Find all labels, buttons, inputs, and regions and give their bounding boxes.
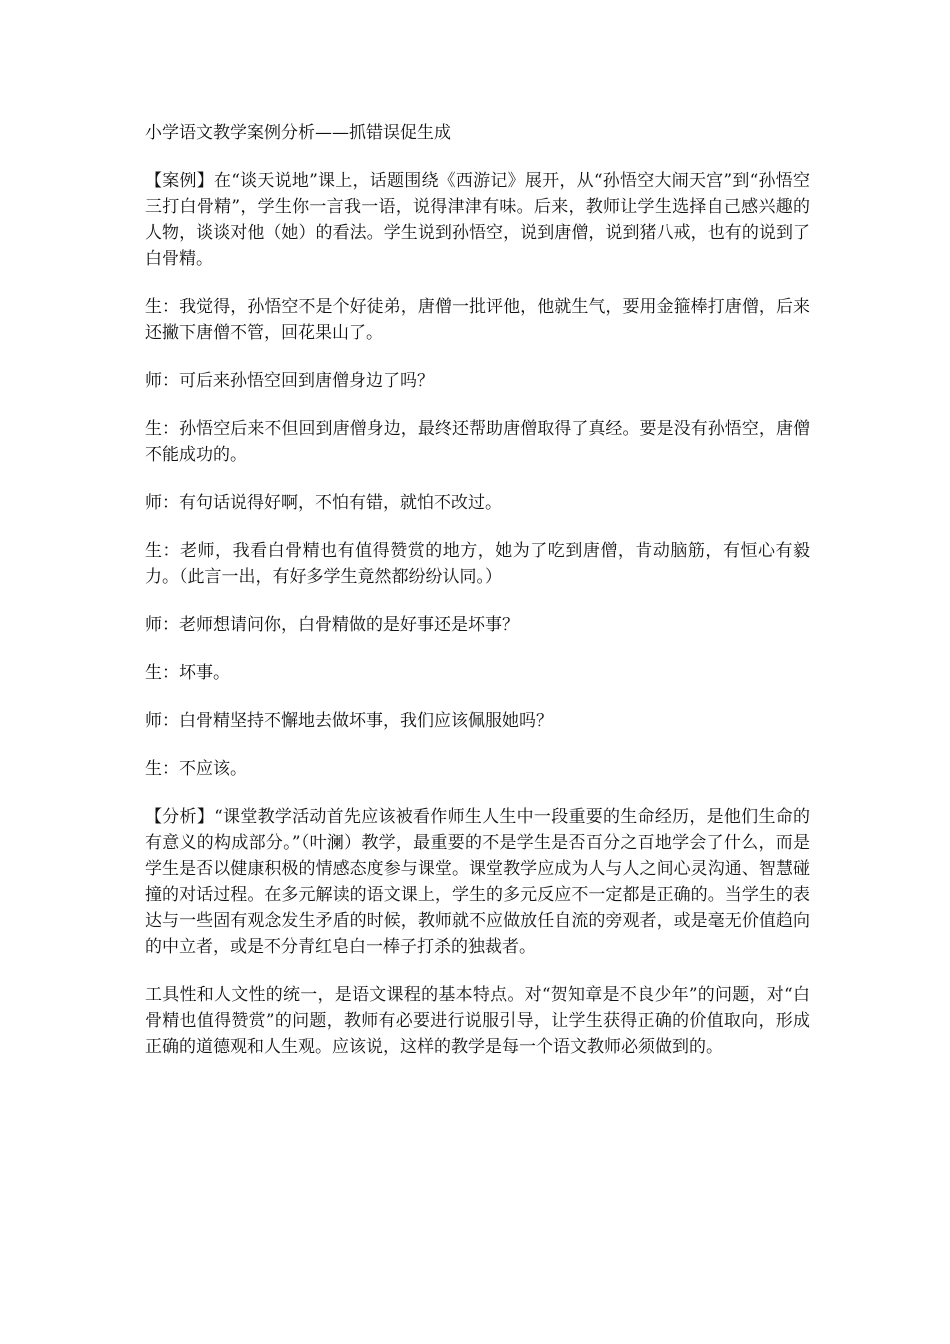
- dialogue-teacher-4: 师：白骨精坚持不懈地去做坏事，我们应该佩服她吗？: [145, 711, 553, 731]
- dialogue-student-5: 生：不应该。: [145, 759, 247, 779]
- document-title: 小学语文教学案例分析——抓错误促生成: [145, 123, 451, 143]
- analysis-paragraph: 【分析】“课堂教学活动首先应该被看作师生人生中一段重要的生命经历，是他们生命的有意义的构成部分。”（叶澜）教学，最重要的不是学生是否百分之百地学会了什么，而是学生是否以健康积极的情感态度参与课堂。课堂教学应成为人与人之间心灵沟通、智慧碰撞的对话过程。在多元解读的语文课上，学生的多元反应不一定都是正确的。当学生的表达与一些固有观念发生矛盾的时候，教师就不应做放任自流的旁观者，或是毫无价值趋向的中立者，或是不分青红皂白一棒子打杀的独裁者。: [145, 807, 810, 957]
- dialogue-teacher-2: 师：有句话说得好啊，不怕有错，就怕不改过。: [145, 493, 502, 513]
- case-paragraph: 【案例】在“谈天说地”课上，话题围绕《西游记》展开，从“孙悟空大闹天宫”到“孙悟空三打白骨精”，学生你一言我一语，说得津津有味。后来，教师让学生选择自己感兴趣的人物，谈谈对他（她）的看法。学生说到孙悟空，说到唐僧，说到猪八戒，也有的说到了白骨精。: [145, 171, 810, 269]
- dialogue-student-1: 生：我觉得，孙悟空不是个好徒弟，唐僧一批评他，他就生气，要用金箍棒打唐僧，后来还撇下唐僧不管，回花果山了。: [145, 297, 810, 343]
- dialogue-student-4: 生：坏事。: [145, 663, 230, 683]
- dialogue-teacher-3: 师：老师想请问你，白骨精做的是好事还是坏事？: [145, 615, 519, 635]
- dialogue-student-2: 生：孙悟空后来不但回到唐僧身边，最终还帮助唐僧取得了真经。要是没有孙悟空，唐僧不能成功的。: [145, 419, 810, 465]
- document-body: [145, 120, 810, 1082]
- dialogue-student-3: 生：老师，我看白骨精也有值得赞赏的地方，她为了吃到唐僧，肯动脑筋，有恒心有毅力。（此言一出，有好多学生竟然都纷纷认同。）: [145, 541, 810, 587]
- dialogue-teacher-1: 师：可后来孙悟空回到唐僧身边了吗？: [145, 371, 434, 391]
- conclusion-paragraph: 工具性和人文性的统一，是语文课程的基本特点。对“贺知章是不良少年”的问题，对“白骨精也值得赞赏”的问题，教师有必要进行说服引导，让学生获得正确的价值取向，形成正确的道德观和人生观。应该说，这样的教学是每一个语文教师必须做到的。: [145, 985, 810, 1057]
